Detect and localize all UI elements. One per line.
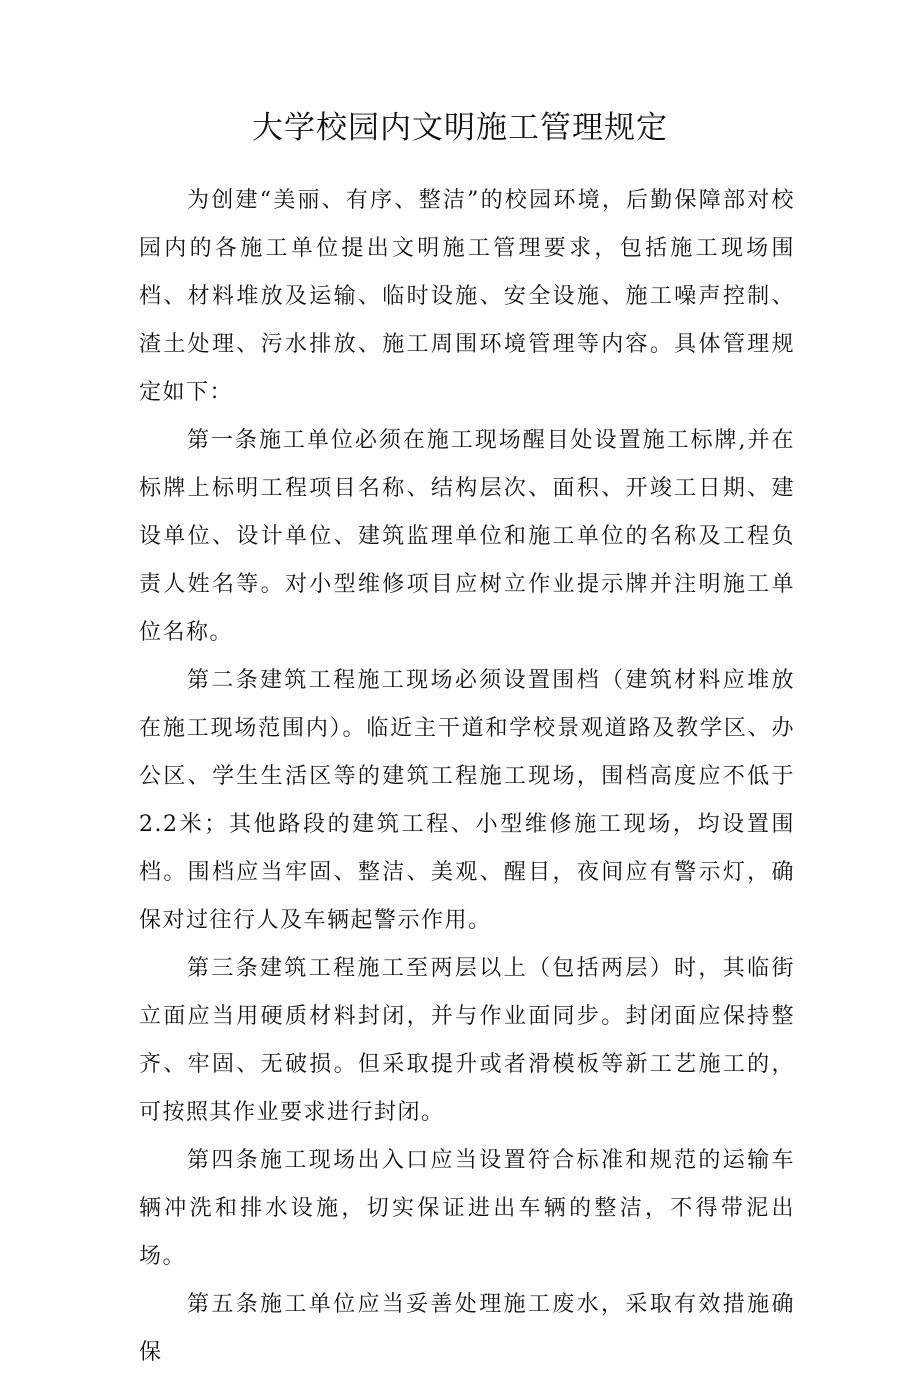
article-5-paragraph: 第五条施工单位应当妥善处理施工废水，采取有效措施确保 xyxy=(139,1292,795,1365)
document-title: 大学校园内文明施工管理规定 xyxy=(252,110,668,146)
document-body xyxy=(139,177,795,1377)
article-4-paragraph: 第四条施工现场出入口应当设置符合标准和规范的运输车辆冲洗和排水设施，切实保证进出车辆的整洁，不得带泥出场。 xyxy=(139,1148,795,1269)
article-3-paragraph: 第三条建筑工程施工至两层以上（包括两层）时，其临街立面应当用硬质材料封闭，并与作业面同步。封闭面应保持整齐、牢固、无破损。但采取提升或者滑模板等新工艺施工的，可按照其作业要求进行封闭。 xyxy=(139,956,795,1125)
article-1-paragraph: 第一条施工单位必须在施工现场醒目处设置施工标牌,并在标牌上标明工程项目名称、结构层次、面积、开竣工日期、建设单位、设计单位、建筑监理单位和施工单位的名称及工程负责人姓名等。对小型维修项目应树立作业提示牌并注明施工单位名称。 xyxy=(139,428,795,645)
article-2-paragraph: 第二条建筑工程施工现场必须设置围档（建筑材料应堆放在施工现场范围内）。临近主干道和学校景观道路及教学区、办公区、学生生活区等的建筑工程施工现场，围档高度应不低于2.2米；其他路段的建筑工程、小型维修施工现场，均设置围档。围档应当牢固、整洁、美观、醒目，夜间应有警示灯，确保对过往行人及车辆起警示作用。 xyxy=(139,668,795,933)
intro-paragraph: 为创建“美丽、有序、整洁”的校园环境，后勤保障部对校园内的各施工单位提出文明施工管理要求，包括施工现场围档、材料堆放及运输、临时设施、安全设施、施工噪声控制、渣土处理、污水排放、施工周围环境管理等内容。具体管理规定如下： xyxy=(139,188,795,405)
